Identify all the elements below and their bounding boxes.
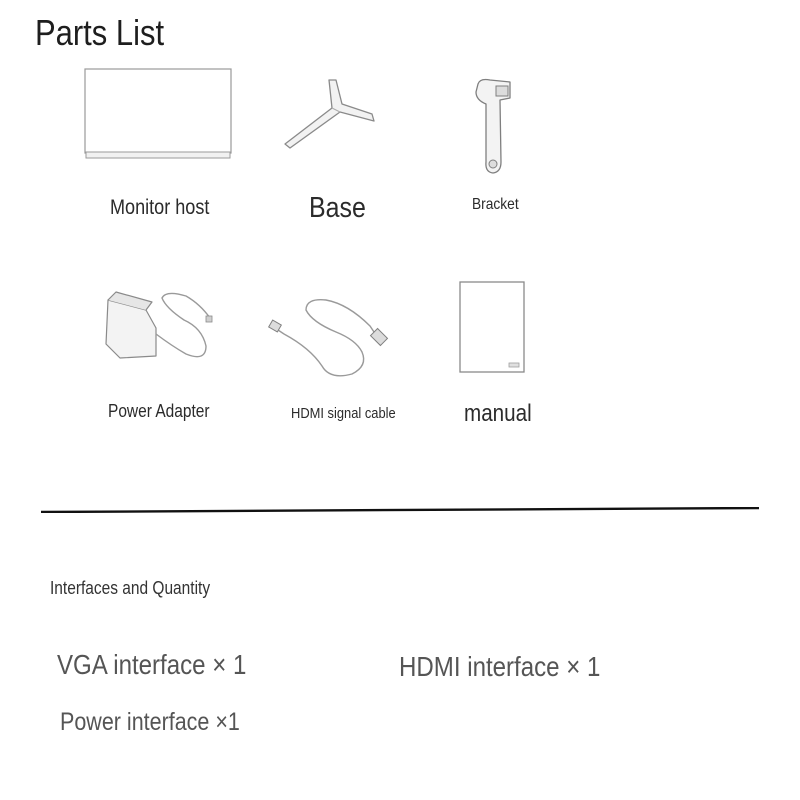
interface-item-hdmi: HDMI interface × 1 <box>399 651 601 682</box>
part-label-monitor-host: Monitor host <box>110 196 210 219</box>
interface-item-vga: VGA interface × 1 <box>57 649 247 680</box>
bracket-icon <box>470 78 516 176</box>
hdmi-cable-icon <box>268 296 392 380</box>
stand-base-icon <box>282 78 378 152</box>
section-divider <box>41 500 759 506</box>
part-label-bracket: Bracket <box>472 196 519 213</box>
interfaces-heading: Interfaces and Quantity <box>50 578 211 598</box>
interface-item-power: Power interface ×1 <box>60 708 240 736</box>
monitor-icon <box>84 68 234 160</box>
page-title: Parts List <box>35 12 165 53</box>
part-label-hdmi-signal-cable: HDMI signal cable <box>291 405 396 422</box>
power-adapter-icon <box>102 288 214 364</box>
part-label-manual: manual <box>464 400 532 427</box>
manual-booklet-icon <box>459 281 527 375</box>
part-label-power-adapter: Power Adapter <box>108 401 210 421</box>
part-label-base: Base <box>309 192 366 224</box>
